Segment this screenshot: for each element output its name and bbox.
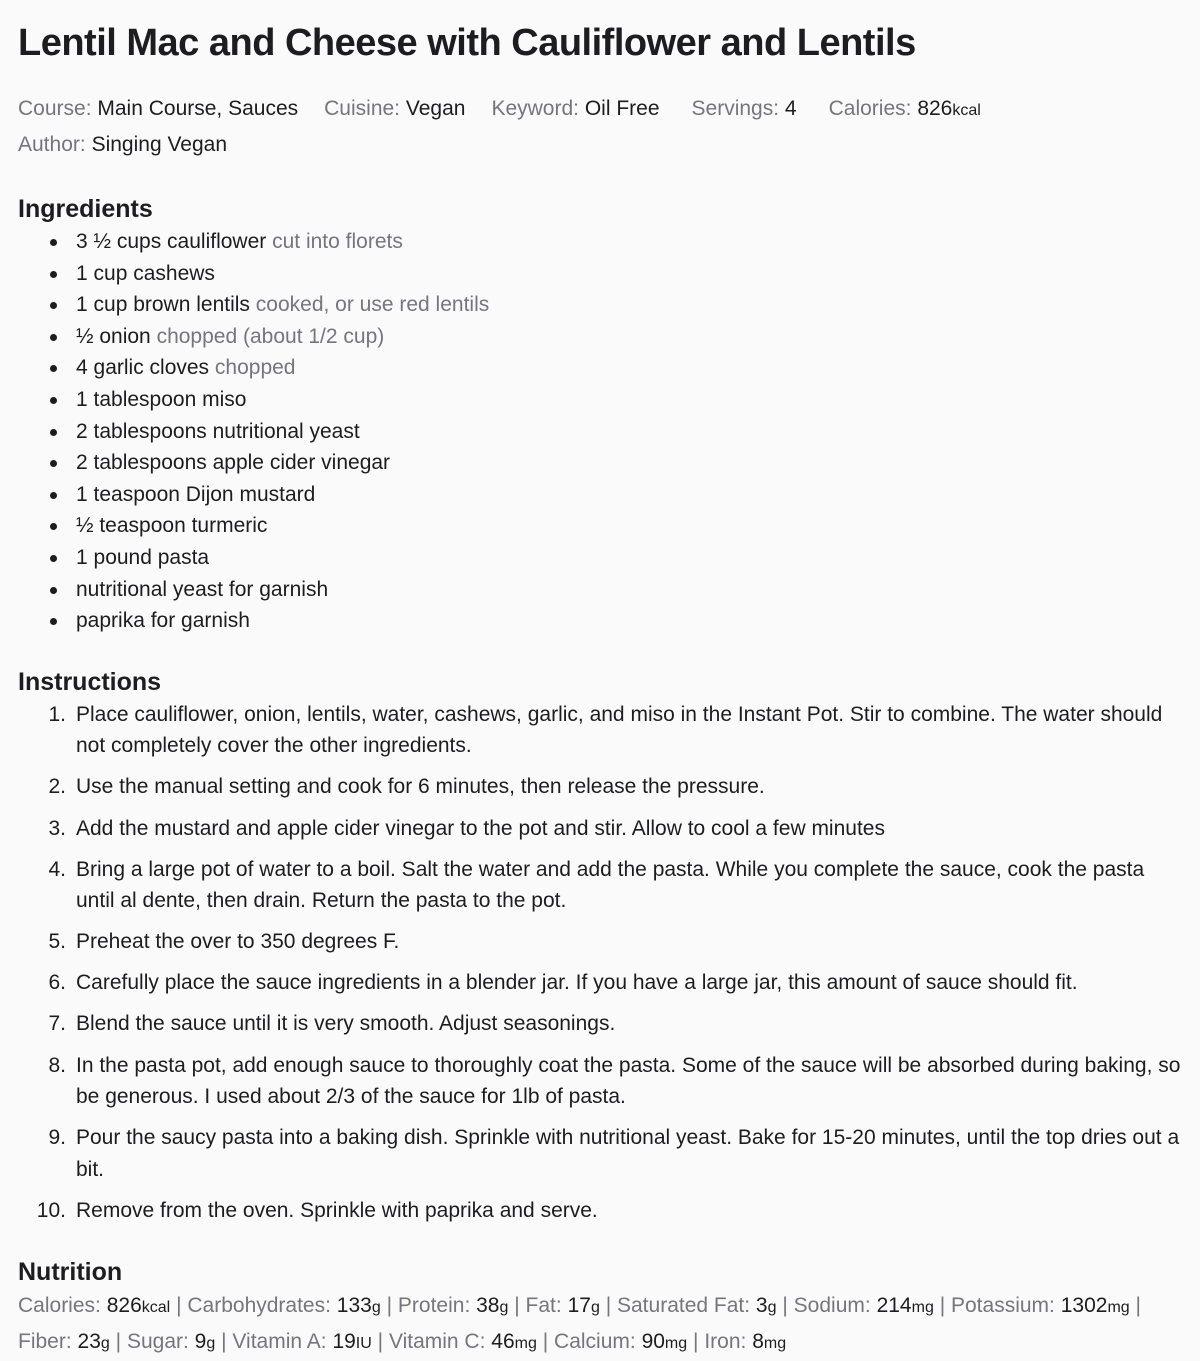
meta-servings: Servings: 4 [691, 97, 797, 120]
nutrition-separator: | [605, 1293, 612, 1317]
step-number: 7. [48, 1012, 66, 1036]
ingredient-item [18, 384, 1182, 416]
meta-calories: Calories: 826kcal [828, 97, 981, 120]
nutrition-value: 17 [567, 1293, 591, 1317]
nutrition-label: Carbohydrates: [187, 1293, 331, 1317]
bullet-dot [50, 429, 57, 436]
nutrition-item [554, 1330, 687, 1353]
ingredient-text: 1 tablespoon miso [76, 387, 247, 411]
bullet-dot [50, 397, 57, 404]
nutrition-unit: mg [1107, 1298, 1130, 1316]
bullet-dot [50, 334, 57, 341]
ingredient-item [18, 258, 1182, 290]
step-text: Carefully place the sauce ingredients in a blender jar. If you have a large jar, this amount of sauce should fit. [76, 971, 1078, 995]
nutrition-heading: Nutrition [18, 1257, 123, 1286]
nutrition-value: 90 [641, 1329, 665, 1353]
step-number: 2. [48, 775, 66, 799]
nutrition-label: Iron: [704, 1329, 747, 1353]
nutrition-unit: mg [664, 1334, 688, 1352]
ingredient-text: 3 ½ cups cauliflower [76, 230, 267, 253]
nutrition-item [187, 1294, 380, 1317]
instruction-step [18, 1050, 1182, 1113]
ingredient-item [18, 352, 1182, 384]
instruction-step [18, 1122, 1182, 1185]
step-text: Add the mustard and apple cider vinegar to the pot and stir. Allow to cool a few minutes [76, 816, 885, 840]
ingredient-item [18, 447, 1182, 479]
step-text: In the pasta pot, add enough sauce to thoroughly coat the pasta. Some of the sauce will be absorbed during baking, so be generous. I used about 2/3 of the sauce for 1lb of pasta. [76, 1053, 1181, 1109]
meta-row [18, 92, 1182, 128]
step-number: 9. [48, 1126, 66, 1150]
nutrition-item [617, 1294, 777, 1317]
recipe-meta [18, 92, 1182, 162]
nutrition-value: 133 [336, 1293, 372, 1317]
step-text: Place cauliflower, onion, lentils, water, cashews, garlic, and miso in the Instant Pot. Stir to combine. The water should not completely cover the other ingredients. [76, 702, 1163, 758]
ingredient-text: 4 garlic cloves [76, 356, 210, 380]
step-text: Preheat the over to 350 degrees F. [76, 930, 400, 954]
nutrition-separator: | [782, 1293, 788, 1317]
bullet-dot [50, 587, 57, 594]
step-number: 5. [48, 930, 66, 954]
nutrition-separator: | [377, 1329, 384, 1353]
ingredient-note: chopped (about 1/2 cup) [156, 324, 385, 348]
nutrition-label: Protein: [397, 1293, 471, 1317]
bullet-dot [50, 523, 57, 530]
instruction-step [18, 926, 1182, 958]
nutrition-item [232, 1330, 371, 1353]
instructions-heading: Instructions [18, 667, 162, 696]
ingredient-item [18, 289, 1182, 321]
nutrition-item [389, 1330, 537, 1353]
meta-course: Course: Main Course, Sauces [18, 97, 299, 120]
ingredient-text: 2 tablespoons apple cider vinegar [76, 451, 391, 475]
ingredient-text: ½ onion [76, 324, 151, 348]
bullet-dot [50, 302, 57, 309]
nutrition-value: 38 [476, 1293, 500, 1317]
nutrition-separator: | [542, 1329, 549, 1353]
meta-cuisine: Cuisine: Vegan [324, 97, 466, 120]
ingredient-text: 1 teaspoon Dijon mustard [76, 482, 316, 506]
step-number: 10. [36, 1198, 66, 1222]
ingredient-item [18, 574, 1182, 606]
bullet-dot [50, 460, 57, 467]
instruction-step [18, 1195, 1182, 1227]
ingredient-item [18, 416, 1182, 448]
nutrition-label: Sugar: [126, 1329, 189, 1353]
nutrition-separator: | [1135, 1293, 1141, 1317]
nutrition-value: 1302 [1060, 1293, 1108, 1317]
nutrition-value: 826 [106, 1293, 142, 1317]
step-number: 4. [48, 857, 66, 881]
meta-author: Author: Singing Vegan [18, 133, 228, 156]
ingredient-item [18, 542, 1182, 574]
nutrition-value: 9 [194, 1329, 207, 1353]
nutrition-unit: mg [911, 1298, 934, 1316]
nutrition-label: Calories: [18, 1293, 101, 1317]
instructions-list [18, 699, 1182, 1227]
recipe-title: Lentil Mac and Cheese with Cauliflower and Lentils [18, 22, 916, 64]
ingredient-note: cooked, or use red lentils [255, 293, 490, 317]
nutrition-item [18, 1330, 110, 1353]
step-text: Remove from the oven. Sprinkle with paprika and serve. [76, 1198, 598, 1222]
nutrition-separator: | [939, 1293, 946, 1317]
ingredient-text: 2 tablespoons nutritional yeast [76, 419, 360, 443]
nutrition-unit: g [371, 1298, 381, 1316]
step-text: Use the manual setting and cook for 6 minutes, then release the pressure. [76, 775, 765, 799]
nutrition-label: Vitamin C: [388, 1329, 486, 1353]
instruction-step [18, 854, 1182, 917]
nutrition-unit: mg [763, 1334, 787, 1352]
ingredients-list [18, 226, 1182, 637]
instruction-step [18, 771, 1182, 803]
ingredient-item [18, 510, 1182, 542]
instruction-step [18, 1008, 1182, 1040]
nutrition-label: Saturated Fat: [617, 1293, 751, 1317]
ingredient-note: chopped [214, 356, 296, 380]
instruction-step [18, 813, 1182, 845]
ingredient-note: cut into florets [272, 230, 403, 253]
instruction-step [18, 967, 1182, 999]
bullet-dot [50, 365, 57, 372]
nutrition-separator: | [386, 1293, 393, 1317]
nutrition-value: 19 [332, 1329, 356, 1353]
nutrition-facts [18, 1289, 1182, 1361]
step-text: Blend the sauce until it is very smooth. Adjust seasonings. [76, 1012, 616, 1036]
meta-keyword: Keyword: Oil Free [491, 97, 660, 120]
nutrition-label: Potassium: [951, 1293, 1055, 1317]
ingredient-item [18, 605, 1182, 637]
nutrition-unit: g [206, 1334, 216, 1352]
ingredient-text: ½ teaspoon turmeric [76, 514, 268, 538]
nutrition-item [526, 1294, 600, 1317]
nutrition-value: 3 [755, 1293, 768, 1317]
step-number: 8. [48, 1053, 66, 1077]
bullet-dot [50, 492, 57, 499]
nutrition-unit: g [767, 1298, 777, 1316]
nutrition-item [951, 1294, 1130, 1317]
nutrition-unit: g [100, 1334, 110, 1352]
nutrition-value: 214 [876, 1293, 912, 1317]
nutrition-separator: | [176, 1293, 182, 1317]
ingredient-text: nutritional yeast for garnish [76, 577, 329, 601]
nutrition-label: Calcium: [554, 1329, 636, 1353]
nutrition-label: Fat: [525, 1293, 562, 1317]
nutrition-item [127, 1330, 215, 1353]
nutrition-separator: | [693, 1329, 699, 1353]
nutrition-unit: mg [514, 1334, 537, 1352]
nutrition-value: 46 [491, 1329, 515, 1353]
nutrition-unit: kcal [141, 1298, 171, 1316]
step-text: Pour the saucy pasta into a baking dish. Sprinkle with nutritional yeast. Bake for 15-20 minutes, until the top dries out a bit. [76, 1126, 1180, 1181]
nutrition-separator: | [115, 1329, 122, 1353]
bullet-dot [50, 239, 57, 246]
nutrition-value: 8 [752, 1329, 764, 1353]
ingredient-item [18, 226, 1182, 258]
step-number: 6. [48, 971, 66, 995]
ingredient-text: 1 cup brown lentils [76, 293, 250, 317]
nutrition-value: 23 [77, 1329, 101, 1353]
ingredient-text: 1 pound pasta [76, 545, 210, 569]
nutrition-item [704, 1330, 786, 1353]
nutrition-separator: | [514, 1293, 520, 1317]
ingredients-heading: Ingredients [18, 195, 153, 223]
nutrition-unit: IU [355, 1334, 372, 1352]
instruction-step [18, 699, 1182, 762]
ingredient-text: 1 cup cashews [76, 261, 215, 285]
nutrition-separator: | [221, 1329, 227, 1353]
nutrition-item [794, 1294, 934, 1317]
nutrition-item [18, 1294, 170, 1317]
step-number: 3. [48, 816, 66, 840]
nutrition-label: Sodium: [793, 1293, 871, 1317]
ingredient-item [18, 321, 1182, 353]
nutrition-unit: g [499, 1298, 509, 1316]
ingredient-text: paprika for garnish [76, 609, 250, 633]
bullet-dot [50, 618, 57, 625]
bullet-dot [50, 555, 57, 562]
bullet-dot [50, 271, 57, 278]
step-text: Bring a large pot of water to a boil. Salt the water and add the pasta. While you complete the sauce, cook the pasta until al dente, then drain. Return the pasta to the pot. [76, 857, 1145, 913]
nutrition-label: Fiber: [18, 1329, 72, 1353]
nutrition-label: Vitamin A: [232, 1329, 327, 1353]
ingredient-item [18, 479, 1182, 511]
nutrition-item [398, 1294, 508, 1317]
nutrition-unit: g [590, 1298, 600, 1316]
step-number: 1. [48, 702, 66, 726]
